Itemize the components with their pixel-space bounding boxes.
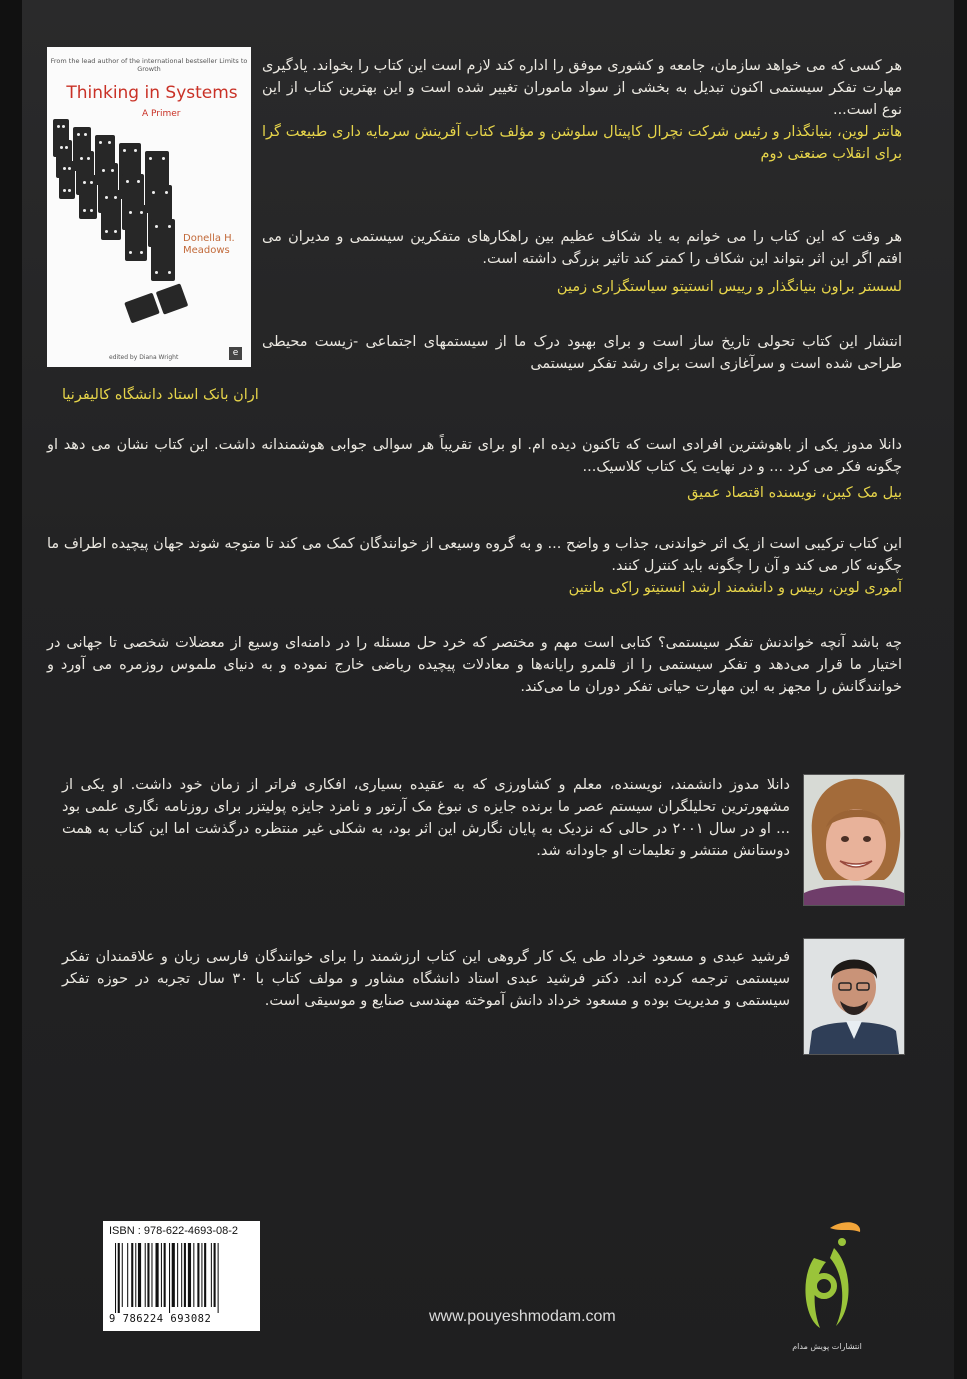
quote-4-text: دانلا مدوز یکی از باهوشترین افرادی است که تاکنون دیده ام. او برای تقریباً هر سوالی جوابی هوشمندانه داشت. این کتاب نشان می دهد او چگونه فکر می کرد ... و در نهایت یک کتاب کلاسیک... — [47, 437, 902, 475]
domino-tile — [101, 190, 121, 240]
cover-tagline: From the lead author of the international bestseller Limits to Growth — [50, 57, 248, 73]
cover-author-first: Donella H. — [183, 233, 235, 244]
quote-1-text: هر کسی که می خواهد سازمان، جامعه و کشوری موفق را اداره کند لازم است این کتاب را بخواند. یادگیری مهارت تفکر سیستمی اکنون تبدیل به بخشی از سواد ماموران تغییر شده است و این بهترین کتاب از این نوع است... — [262, 58, 902, 118]
quote-1-author: هانتر لوین، بنیانگذار و رئیس شرکت نچرال کاپیتال سلوشن و مؤلف کتاب آفرینش سرمایه داری طبیعت گرا برای انقلاب صنعتی دوم — [262, 124, 902, 162]
barcode-bars-icon — [115, 1243, 253, 1313]
cover-subtitle: A Primer — [142, 109, 181, 119]
cover-title: Thinking in Systems — [66, 83, 238, 103]
author-bio: دانلا مدوز دانشمند، نویسنده، معلم و کشاورزی که به عقیده بسیاری، افکاری فراتر از زمان خود داشت. او یکی از مشهورترین تحلیلگران سیستم عصر ما برنده جایزه ی نبوغ مک آرتور و نامزد جایزه پولیتزر برای روزنامه نگاری علمی بود ... او در سال ۲۰۰۱ در حالی که نزدیک به پایان نگارش این اثر بود، به شکلی غیر منتظره درگذشت اما این کتاب به همت دوستانش منتشر و تعلیمات او جاودانه شد. — [62, 777, 790, 859]
fallen-domino-tile — [156, 283, 189, 314]
quote-2-author: لسستر براون بنیانگذار و رییس انستیتو سیاستگزاری زمین — [556, 279, 902, 295]
page-edge — [954, 0, 967, 1379]
fallen-domino-tile — [124, 293, 160, 324]
isbn-label: ISBN : 978-622-4693-08-2 — [109, 1225, 239, 1237]
quote-5-text: این کتاب ترکیبی است از یک اثر خواندنی، جذاب و واضح ... و به گروه وسیعی از خوانندگان کمک می کند تا متوجه شوند جهان پیچیده اطراف ما چگونه کار می کند و آن را چگونه باید کنترل کنند. — [47, 536, 902, 574]
quote-2-text: هر وقت که این کتاب را می خوانم به یاد شکاف عظیم بین راهکارهای متفکرین سیستمی و مدیران می افتم اگر این اثر بتواند این شکاف را کمتر کند تاثیر بزرگی داشته است. — [262, 229, 902, 267]
spine-shadow — [0, 0, 22, 1379]
quote-5-author: آموری لوین، رییس و دانشمند ارشد انستیتو راکی مانتین — [568, 580, 902, 596]
quote-4-author: بیل مک کیبن، نویسنده اقتصاد عمیق — [687, 485, 902, 501]
author-portrait-icon — [804, 775, 904, 905]
quote-1 — [262, 55, 902, 165]
quote-3-text: انتشار این کتاب تحولی تاریخ ساز است و برای بهبود درک ما از سیستمهای اجتماعی -زیست محیطی طراحی شده است و سرآغازی است برای رشد تفکر سیستمی — [262, 334, 902, 372]
quote-3-author: اران بانک استاد دانشگاه کالیفرنیا — [62, 387, 259, 403]
book-cover-thumbnail — [47, 47, 251, 367]
publisher-name: انتشارات پویش مدام — [792, 1342, 862, 1351]
cover-editor: edited by Diana Wright — [109, 354, 179, 361]
cover-author — [183, 233, 249, 257]
translator-portrait-icon — [804, 939, 904, 1054]
cover-author-last: Meadows — [183, 245, 230, 256]
isbn-barcode — [103, 1221, 260, 1331]
domino-tile — [151, 219, 175, 281]
translator-bio: فرشید عبدی و مسعود خرداد طی یک کار گروهی این کتاب ارزشمند را برای خوانندگان فارسی زبان و علاقمندان تفکر سیستمی ترجمه کرده اند. دکتر فرشید عبدی استاد دانشگاه مشاور و مولف کتاب با ۳۰ سال تجربه در حوزه تفکر سیستمی و مدیریت بوده و مسعود خرداد دانش آموخته مهندسی صنایع و موسیقی است. — [62, 949, 791, 1009]
quote-2 — [262, 226, 902, 298]
quote-4 — [47, 434, 902, 504]
book-summary: چه باشد آنچه خواندنش تفکر سیستمی؟ کتابی است مهم و مختصر که خرد حل مسئله را در دامنه‌ای وسیع از معضلات شخصی تا جهانی در اختیار ما قرار می‌دهد و تفکر سیستمی را از قلمرو رایانه‌ها و معادلات پیچیده ریاضی خارج نموده و به دنیای ملموس روزمره می آورد و خوانندگانش را مجهز به این مهارت حیاتی تفکر دوران ما می‌کند. — [47, 635, 902, 695]
quote-5 — [47, 533, 902, 599]
author-photo — [803, 774, 905, 906]
barcode-digits: 9 786224 693082 — [109, 1313, 212, 1325]
publisher-logo-icon — [790, 1218, 864, 1344]
domino-tile — [125, 205, 147, 261]
publisher-website: www.pouyeshmodam.com — [429, 1308, 616, 1325]
publisher-mark-icon: e — [229, 347, 242, 360]
translator-photo — [803, 938, 905, 1055]
